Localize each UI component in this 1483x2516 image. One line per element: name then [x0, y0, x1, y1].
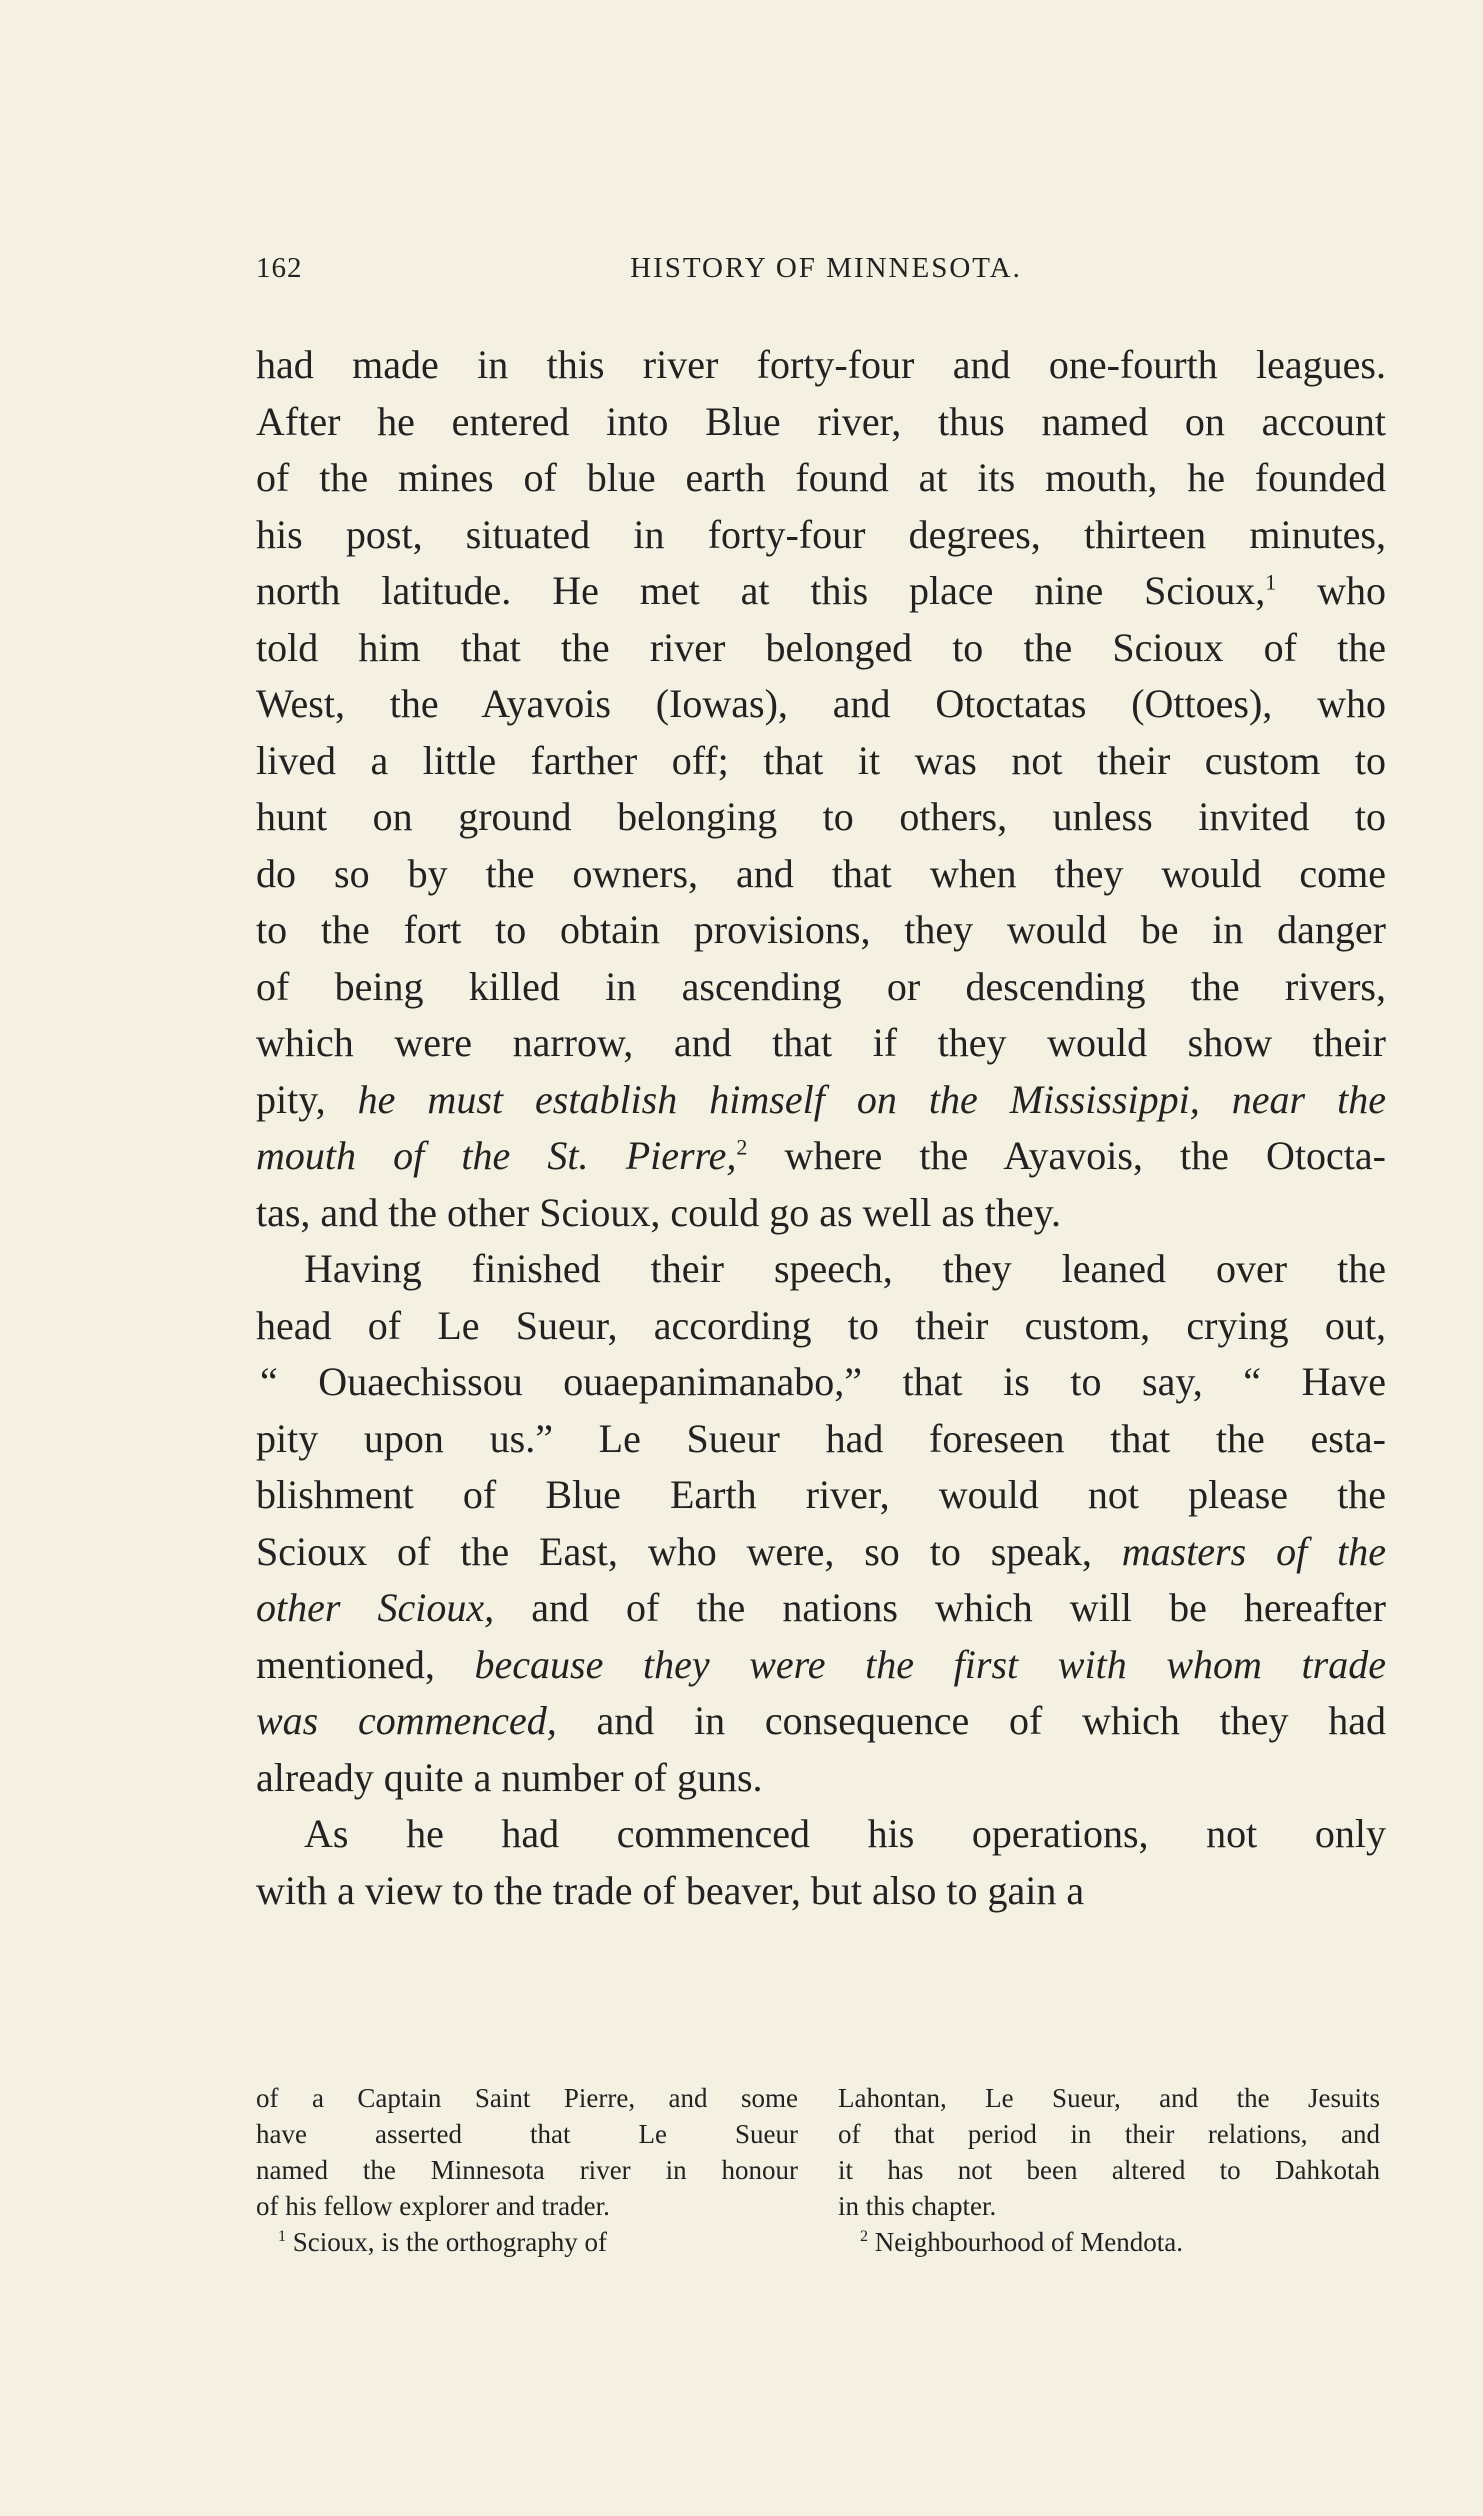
text-segment: Scioux of the East, who were, so to speak, [256, 1528, 1122, 1574]
text-line [256, 1806, 1386, 1863]
text-line [256, 959, 1386, 1016]
text-segment: and of the nations which will be hereafter [494, 1585, 1386, 1630]
text-segment: who [1276, 568, 1387, 613]
text-segment: of a Captain Saint Pierre, and some [256, 2083, 798, 2113]
text-line [256, 1637, 1386, 1694]
text-line [256, 902, 1386, 959]
italic-text: he must establish himself on the Mississippi, near the [357, 1076, 1386, 1122]
text-segment: Neighbourhood of Mendota. [868, 2227, 1183, 2257]
text-segment: north latitude. He met at this place nine Scioux, [256, 568, 1266, 613]
text-segment: and in consequence of which they had [556, 1698, 1386, 1743]
body-text [256, 337, 1386, 1919]
text-segment: which were narrow, and that if they would show their [256, 1020, 1386, 1065]
footnote-marker: 2 [736, 1134, 748, 1160]
italic-text: other Scioux, [256, 1585, 495, 1630]
text-segment: told him that the river belonged to the Scioux of the [256, 624, 1386, 670]
text-line [256, 1128, 1386, 1185]
footnote-line [256, 2080, 798, 2116]
text-line [256, 450, 1386, 507]
text-line [256, 563, 1386, 620]
text-segment: hunt on ground belonging to others, unless invited to [256, 794, 1386, 839]
text-segment: of his fellow explorer and trader. [256, 2191, 610, 2221]
text-line [256, 620, 1386, 677]
footnote-column-right [838, 2080, 1380, 2260]
text-segment: have asserted that Le Sueur [256, 2119, 798, 2149]
text-segment: pity upon us.” Le Sueur had foreseen that the esta- [256, 1415, 1386, 1461]
footnote-line [838, 2188, 1380, 2224]
italic-text: was commenced, [256, 1698, 557, 1743]
footnote-column-left [256, 2080, 798, 2260]
text-segment: West, the Ayavois (Iowas), and Otoctatas (Ottoes), who [256, 681, 1386, 726]
footnote-line [256, 2224, 798, 2260]
text-segment: where the Ayavois, the Otocta- [747, 1133, 1386, 1178]
page-number: 162 [256, 252, 303, 284]
text-segment: of that period in their relations, and [838, 2119, 1380, 2149]
text-line [256, 1241, 1386, 1298]
text-line [256, 394, 1386, 451]
text-line [256, 1185, 1386, 1242]
text-segment: to the fort to obtain provisions, they would be in danger [256, 907, 1386, 952]
footnote-line [256, 2116, 798, 2152]
footnote-line [838, 2152, 1380, 2188]
text-line [256, 1298, 1386, 1355]
text-segment: Having finished their speech, they leaned over the [304, 1246, 1386, 1291]
text-segment: of being killed in ascending or descending the rivers, [256, 963, 1386, 1009]
text-segment: Lahontan, Le Sueur, and the Jesuits [838, 2083, 1380, 2113]
text-segment: As he had commenced his operations, not only [304, 1811, 1386, 1856]
footnote-line [838, 2224, 1380, 2260]
text-line [256, 507, 1386, 564]
text-segment: had made in this river forty-four and one-fourth leagues. [256, 342, 1386, 387]
text-line [256, 846, 1386, 903]
text-line [256, 1467, 1386, 1524]
text-line [256, 733, 1386, 790]
text-line [256, 1863, 1386, 1920]
footnote-marker: 1 [278, 2228, 286, 2245]
text-line [256, 1693, 1386, 1750]
text-segment: mentioned, [256, 1641, 475, 1687]
text-line [256, 789, 1386, 846]
text-segment: pity, [256, 1076, 358, 1122]
text-segment: named the Minnesota river in honour [256, 2155, 798, 2185]
text-line [256, 1015, 1386, 1072]
text-segment: After he entered into Blue river, thus named on account [256, 398, 1386, 444]
text-segment: lived a little farther off; that it was not their custom to [256, 737, 1386, 783]
footnote-line [256, 2188, 798, 2224]
text-segment: it has not been altered to Dahkotah [838, 2155, 1380, 2185]
text-line [256, 1524, 1386, 1581]
text-line [256, 337, 1386, 394]
text-line [256, 1072, 1386, 1129]
text-segment: his post, situated in forty-four degrees, thirteen minutes, [256, 511, 1386, 557]
text-segment: do so by the owners, and that when they would come [256, 850, 1386, 896]
italic-text: masters of the [1121, 1528, 1386, 1574]
text-segment: with a view to the trade of beaver, but also to gain a [256, 1867, 1085, 1913]
text-segment: head of Le Sueur, according to their custom, crying out, [256, 1302, 1386, 1348]
footnote-line [838, 2116, 1380, 2152]
text-line [256, 1750, 1386, 1807]
running-title: HISTORY OF MINNESOTA. [630, 252, 1022, 284]
footnote-line [256, 2152, 798, 2188]
footnote-marker: 2 [860, 2228, 868, 2245]
text-segment: tas, and the other Scioux, could go as well as they. [256, 1189, 1061, 1235]
text-line [256, 1580, 1386, 1637]
text-segment: in this chapter. [838, 2191, 997, 2221]
text-segment: Scioux, is the orthography of [286, 2227, 607, 2257]
running-head [256, 252, 1396, 292]
text-line [256, 1354, 1386, 1411]
text-segment: already quite a number of guns. [256, 1754, 763, 1800]
text-segment: blishment of Blue Earth river, would not please the [256, 1472, 1386, 1517]
text-line [256, 676, 1386, 733]
text-line [256, 1411, 1386, 1468]
footnote-marker: 1 [1265, 569, 1277, 595]
footnote-line [838, 2080, 1380, 2116]
text-segment: “ Ouaechissou ouaepanimanabo,” that is to say, “ Have [260, 1359, 1386, 1404]
italic-text: mouth of the St. Pierre, [256, 1133, 737, 1178]
text-segment: of the mines of blue earth found at its mouth, he founded [256, 455, 1386, 500]
italic-text: because they were the first with whom trade [474, 1641, 1386, 1687]
